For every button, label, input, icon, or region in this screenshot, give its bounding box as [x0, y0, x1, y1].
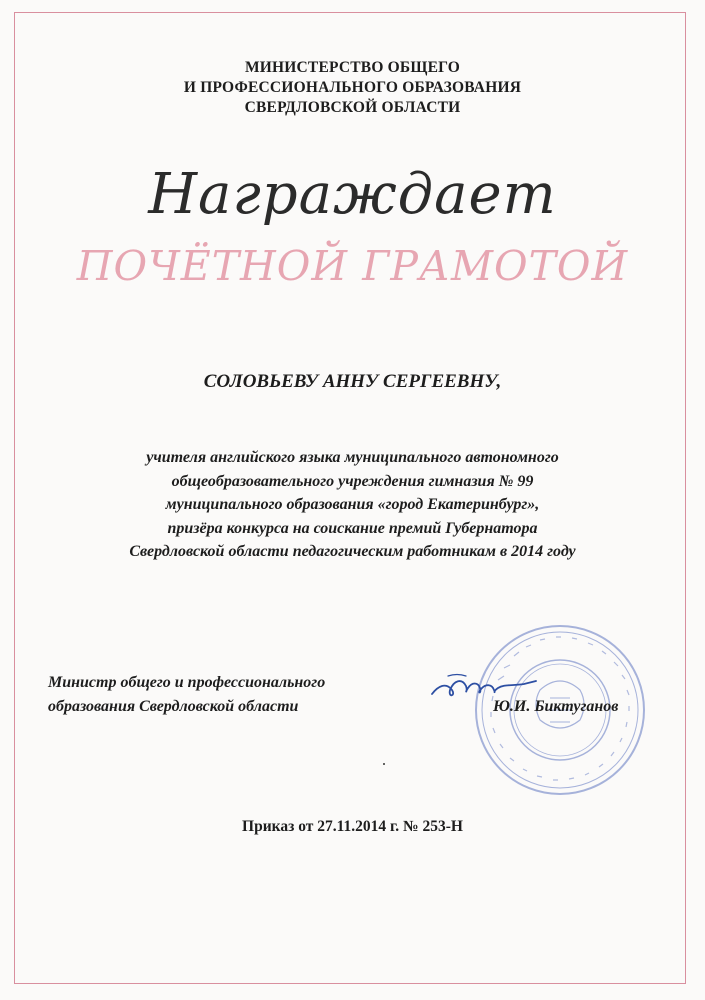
signer-title-line-1: Министр общего и профессионального — [48, 674, 326, 691]
signer-title-line-2: образования Свердловской области — [48, 698, 299, 715]
ministry-line-1: МИНИСТЕРСТВО ОБЩЕГО — [244, 59, 461, 76]
description-line: общеобразовательного учреждения гимназия № 99 — [171, 472, 534, 490]
ink-dot — [383, 763, 385, 765]
description-line: Свердловской области педагогическим работникам в 2014 году — [129, 543, 576, 560]
description-line: учителя английского языка муниципального автономного — [146, 449, 559, 466]
awards-heading: Награждает — [148, 162, 557, 227]
diploma-heading: ПОЧЁТНОЙ ГРАМОТОЙ — [76, 242, 629, 290]
description-line: призёра конкурса на соискание премий Губернатора — [167, 519, 538, 537]
signer-title — [48, 671, 325, 719]
ministry-header — [0, 58, 705, 118]
ministry-line-2: И ПРОФЕССИОНАЛЬНОГО ОБРАЗОВАНИЯ — [183, 79, 522, 96]
description-line: муниципального образования «город Екатеринбург», — [165, 496, 540, 513]
signer-name: Ю.И. Биктуганов — [493, 698, 619, 715]
award-description — [0, 446, 705, 564]
order-reference: Приказ от 27.11.2014 г. № 253-Н — [242, 818, 463, 835]
recipient-name: СОЛОВЬЕВУ АННУ СЕРГЕЕВНУ, — [203, 371, 502, 392]
ministry-line-3: СВЕРДЛОВСКОЙ ОБЛАСТИ — [244, 99, 461, 116]
